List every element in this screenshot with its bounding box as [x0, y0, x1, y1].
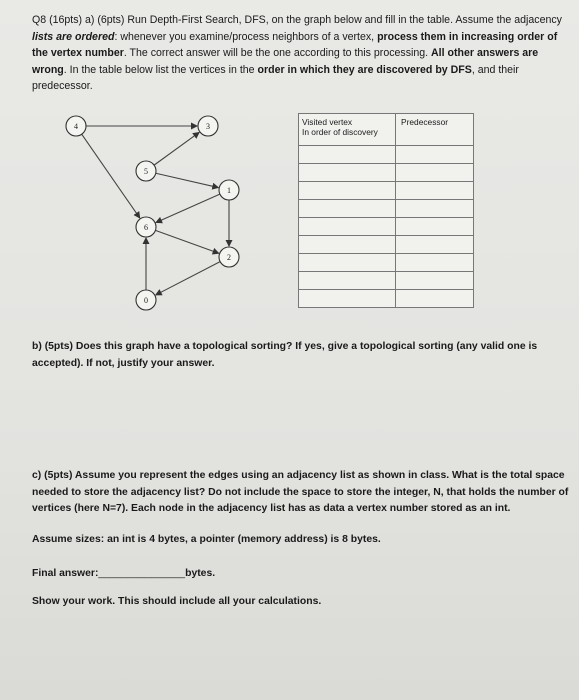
visited-cell[interactable] [299, 236, 396, 254]
node-label: 2 [227, 253, 231, 262]
table-row [299, 218, 474, 236]
table-row [299, 272, 474, 290]
part-a-emphasis-increasing: process them in increasing order of the vertex number [32, 30, 558, 59]
question-part-c [32, 468, 579, 518]
question-part-b [32, 339, 552, 372]
visited-cell[interactable] [299, 164, 396, 182]
part-a-emphasis-wrong: All other answers are wrong [32, 47, 539, 76]
show-work-note [32, 594, 321, 611]
node-5 [136, 161, 156, 181]
show-work-text: Show your work. This should include all your calculations. [32, 596, 322, 607]
part-a-text: : whenever you examine/process neighbors of a vertex, [114, 30, 378, 43]
node-0 [136, 290, 156, 310]
part-a-text: Q8 (16pts) a) (6pts) Run Depth-First Search, DFS, on the graph below and fill in the table. Assume the adjacency [32, 14, 562, 26]
table-row [299, 254, 474, 272]
part-c-text: c) (5pts) Assume you represent the edges using an [32, 470, 287, 481]
predecessor-cell[interactable] [396, 290, 474, 308]
node-label: 5 [144, 167, 148, 176]
node-1 [219, 180, 239, 200]
header-visited-vertex [299, 114, 396, 146]
table-row [299, 182, 474, 200]
dfs-table [298, 113, 474, 308]
edge-5-to-1 [156, 173, 219, 187]
part-a-text: , and their predecessor. [32, 63, 519, 92]
part-a-emphasis-ordered: lists are ordered [32, 30, 115, 43]
part-b-text: b) (5pts) Does this graph have a topological sorting? If yes, give a topological sorting (any valid one is accepted). If not, justify your answer. [32, 341, 538, 369]
directed-graph [55, 100, 265, 325]
part-c-emphasis: adjacency list [286, 470, 355, 481]
visited-cell[interactable] [299, 290, 396, 308]
predecessor-cell[interactable] [396, 218, 474, 236]
visited-cell[interactable] [299, 182, 396, 200]
visited-cell[interactable] [299, 200, 396, 218]
node-label: 1 [227, 186, 231, 195]
edge-1-to-6 [156, 194, 220, 222]
visited-cell[interactable] [299, 254, 396, 272]
visited-cell[interactable] [299, 218, 396, 236]
node-label: 4 [74, 122, 78, 131]
sizes-text: Assume sizes: an int is 4 bytes, a pointer (memory address) is 8 bytes. [32, 534, 381, 545]
final-answer-line [32, 566, 215, 583]
visited-cell[interactable] [299, 146, 396, 164]
final-answer-unit: bytes. [185, 568, 216, 579]
node-6 [136, 217, 156, 237]
sizes-note [32, 532, 381, 549]
predecessor-cell[interactable] [396, 272, 474, 290]
predecessor-cell[interactable] [396, 200, 474, 218]
edge-2-to-0 [156, 262, 220, 295]
table-row [299, 146, 474, 164]
part-a-text: . The correct answer will be the one according to this processing. [123, 47, 432, 59]
edge-4-to-6 [82, 134, 140, 218]
predecessor-cell[interactable] [396, 164, 474, 182]
edge-5-to-3 [154, 132, 199, 165]
node-label: 0 [144, 296, 148, 305]
part-c-text: as shown in class. What is the total space needed to store the adjacency list? Do not include the space to store the integer, N, that holds the number of vertices (here N=7). Each node in the adjacency list has as data a vertex number stored as an int. [32, 470, 569, 514]
part-a-emphasis-discovered: order in which they are discovered by DFS [257, 63, 472, 76]
table-row [299, 290, 474, 308]
table-row [299, 236, 474, 254]
question-part-a [32, 12, 567, 95]
table-row [299, 200, 474, 218]
predecessor-cell[interactable] [396, 182, 474, 200]
predecessor-cell[interactable] [396, 236, 474, 254]
node-4 [66, 116, 86, 136]
header-visited-line2: In order of discovery [302, 127, 378, 137]
node-label: 3 [206, 122, 210, 131]
visited-cell[interactable] [299, 272, 396, 290]
header-visited-line1: Visited vertex [302, 117, 353, 127]
part-a-text: . In the table below list the vertices in the [63, 63, 258, 76]
edge-6-to-2 [155, 230, 218, 253]
final-answer-blank[interactable]: _______________ [98, 568, 186, 579]
predecessor-cell[interactable] [396, 254, 474, 272]
header-predecessor: Predecessor [396, 114, 474, 146]
node-label: 6 [144, 223, 148, 232]
node-3 [198, 116, 218, 136]
table-row [299, 164, 474, 182]
node-2 [219, 247, 239, 267]
predecessor-cell[interactable] [396, 146, 474, 164]
final-answer-label: Final answer: [32, 568, 99, 579]
